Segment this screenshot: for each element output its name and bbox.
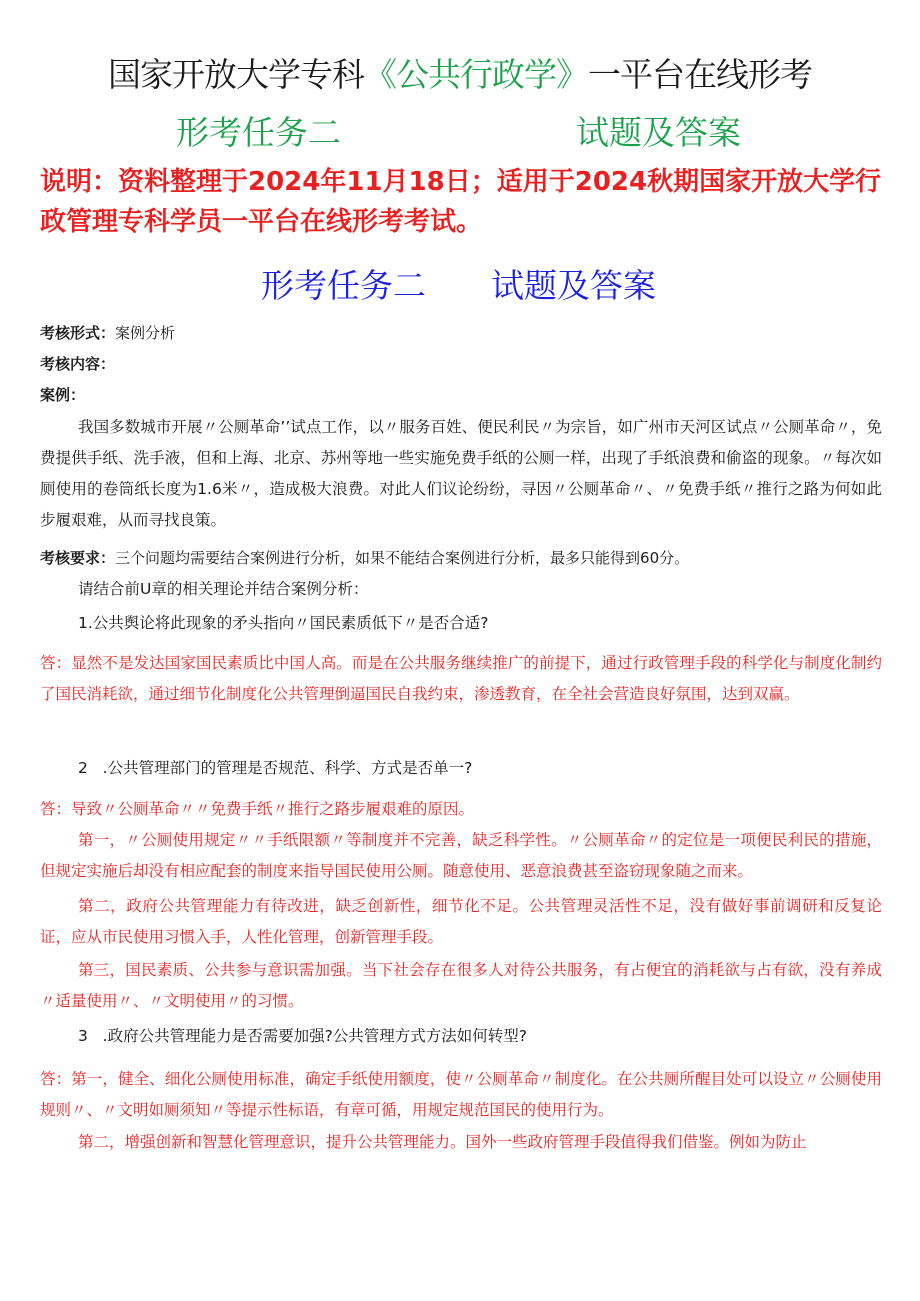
question-2: 2 .公共管理部门的管理是否规范、科学、方式是否单一? bbox=[78, 759, 473, 777]
title-part-1: 国家开放大学专科 bbox=[108, 55, 364, 94]
answer-3: 答：第一，健全、细化公厕使用标准，确定手纸使用额度，使〃公厕革命〃制度化。在公共厕所醒目处可以设立〃公厕使用规则〃、〃文明如厕须知〃等提示性标语，有章可循，用规定规范国民的使用行为。 bbox=[40, 1070, 882, 1119]
assessment-form-label: 考核形式： bbox=[40, 324, 116, 342]
assessment-content-label: 考核内容： bbox=[40, 355, 116, 373]
assessment-form-value: 案例分析 bbox=[115, 324, 176, 342]
assessment-requirement bbox=[40, 547, 689, 569]
question-3: 3 .政府公共管理能力是否需要加强?公共管理方式方法如何转型? bbox=[78, 1027, 528, 1045]
requirement-text: 三个问题均需要结合案例进行分析，如果不能结合案例进行分析，最多只能得到60分。 bbox=[115, 549, 690, 567]
section-title-left: 形考任务二 bbox=[261, 266, 426, 305]
assessment-form bbox=[40, 322, 175, 344]
requirement-label: 考核要求： bbox=[40, 549, 116, 567]
title-part-2: 《公共行政学》 bbox=[364, 55, 588, 94]
answer-3-point-2: 第二，增强创新和智慧化管理意识，提升公共管理能力。国外一些政府管理手段值得我们借鉴。例如为防止 bbox=[78, 1133, 807, 1151]
question-1: 1.公共舆论将此现象的矛头指向〃国民素质低下〃是否合适? bbox=[78, 614, 489, 632]
assessment-content bbox=[40, 353, 115, 375]
instruction-text: 请结合前U章的相关理论并结合案例分析： bbox=[78, 580, 369, 598]
section-title-right: 试题及答案 bbox=[491, 266, 656, 305]
title-part-3: 一平台在线形考 bbox=[588, 55, 812, 94]
document-title bbox=[0, 52, 920, 98]
answer-1: 答：显然不是发达国家国民素质比中国人高。而是在公共服务继续推广的前提下，通过行政管理手段的科学化与制度化制约了国民消耗欲，通过细节化制度化公共管理倒逼国民自我约束，渗透教育，在全社会营造良好氛围，达到双赢。 bbox=[40, 654, 882, 703]
answer-2-point-3: 第三，国民素质、公共参与意识需加强。当下社会存在很多人对待公共服务，有占便宜的消耗欲与占有欲，没有养成〃适量使用〃、〃文明使用〃的习惯。 bbox=[40, 961, 882, 1010]
case-label: 案例： bbox=[40, 386, 86, 404]
case-paragraph: 我国多数城市开展〃公厕革命’’试点工作，以〃服务百姓、便民利民〃为宗旨，如广州市天河区试点〃公厕革命〃，免费提供手纸、洗手液，但和上海、北京、苏州等地一些实施免费手纸的公厕一样，出现了手纸浪费和偷盗的现象。〃每次如厕使用的卷筒纸长度为1.6米〃，造成极大浪费。对此人们议论纷纷，寻因〃公厕革命〃、〃免费手纸〃推行之路为何如此步履艰难，从而寻找良策。 bbox=[40, 418, 882, 529]
answer-2-point-1: 第一，〃公厕使用规定〃〃手纸限额〃等制度并不完善，缺乏科学性。〃公厕革命〃的定位是一项便民利民的措施，但规定实施后却没有相应配套的制度来指导国民使用公厕。随意使用、恶意浪费甚至盗窃现象随之而来。 bbox=[40, 831, 882, 880]
answer-2-point-2: 第二，政府公共管理能力有待改进，缺乏创新性，细节化不足。公共管理灵活性不足，没有做好事前调研和反复论证，应从市民使用习惯入手，人性化管理，创新管理手段。 bbox=[40, 897, 882, 946]
answer-2-intro: 答：导致〃公厕革命〃〃免费手纸〃推行之路步履艰难的原因。 bbox=[40, 800, 475, 818]
notice-text: 说明：资料整理于2024年11月18日；适用于2024秋期国家开放大学行政管理专科学员一平台在线形考考试。 bbox=[40, 167, 882, 237]
case-heading bbox=[40, 384, 85, 406]
subtitle-right: 试题及答案 bbox=[576, 113, 741, 152]
subtitle-left: 形考任务二 bbox=[176, 113, 341, 152]
